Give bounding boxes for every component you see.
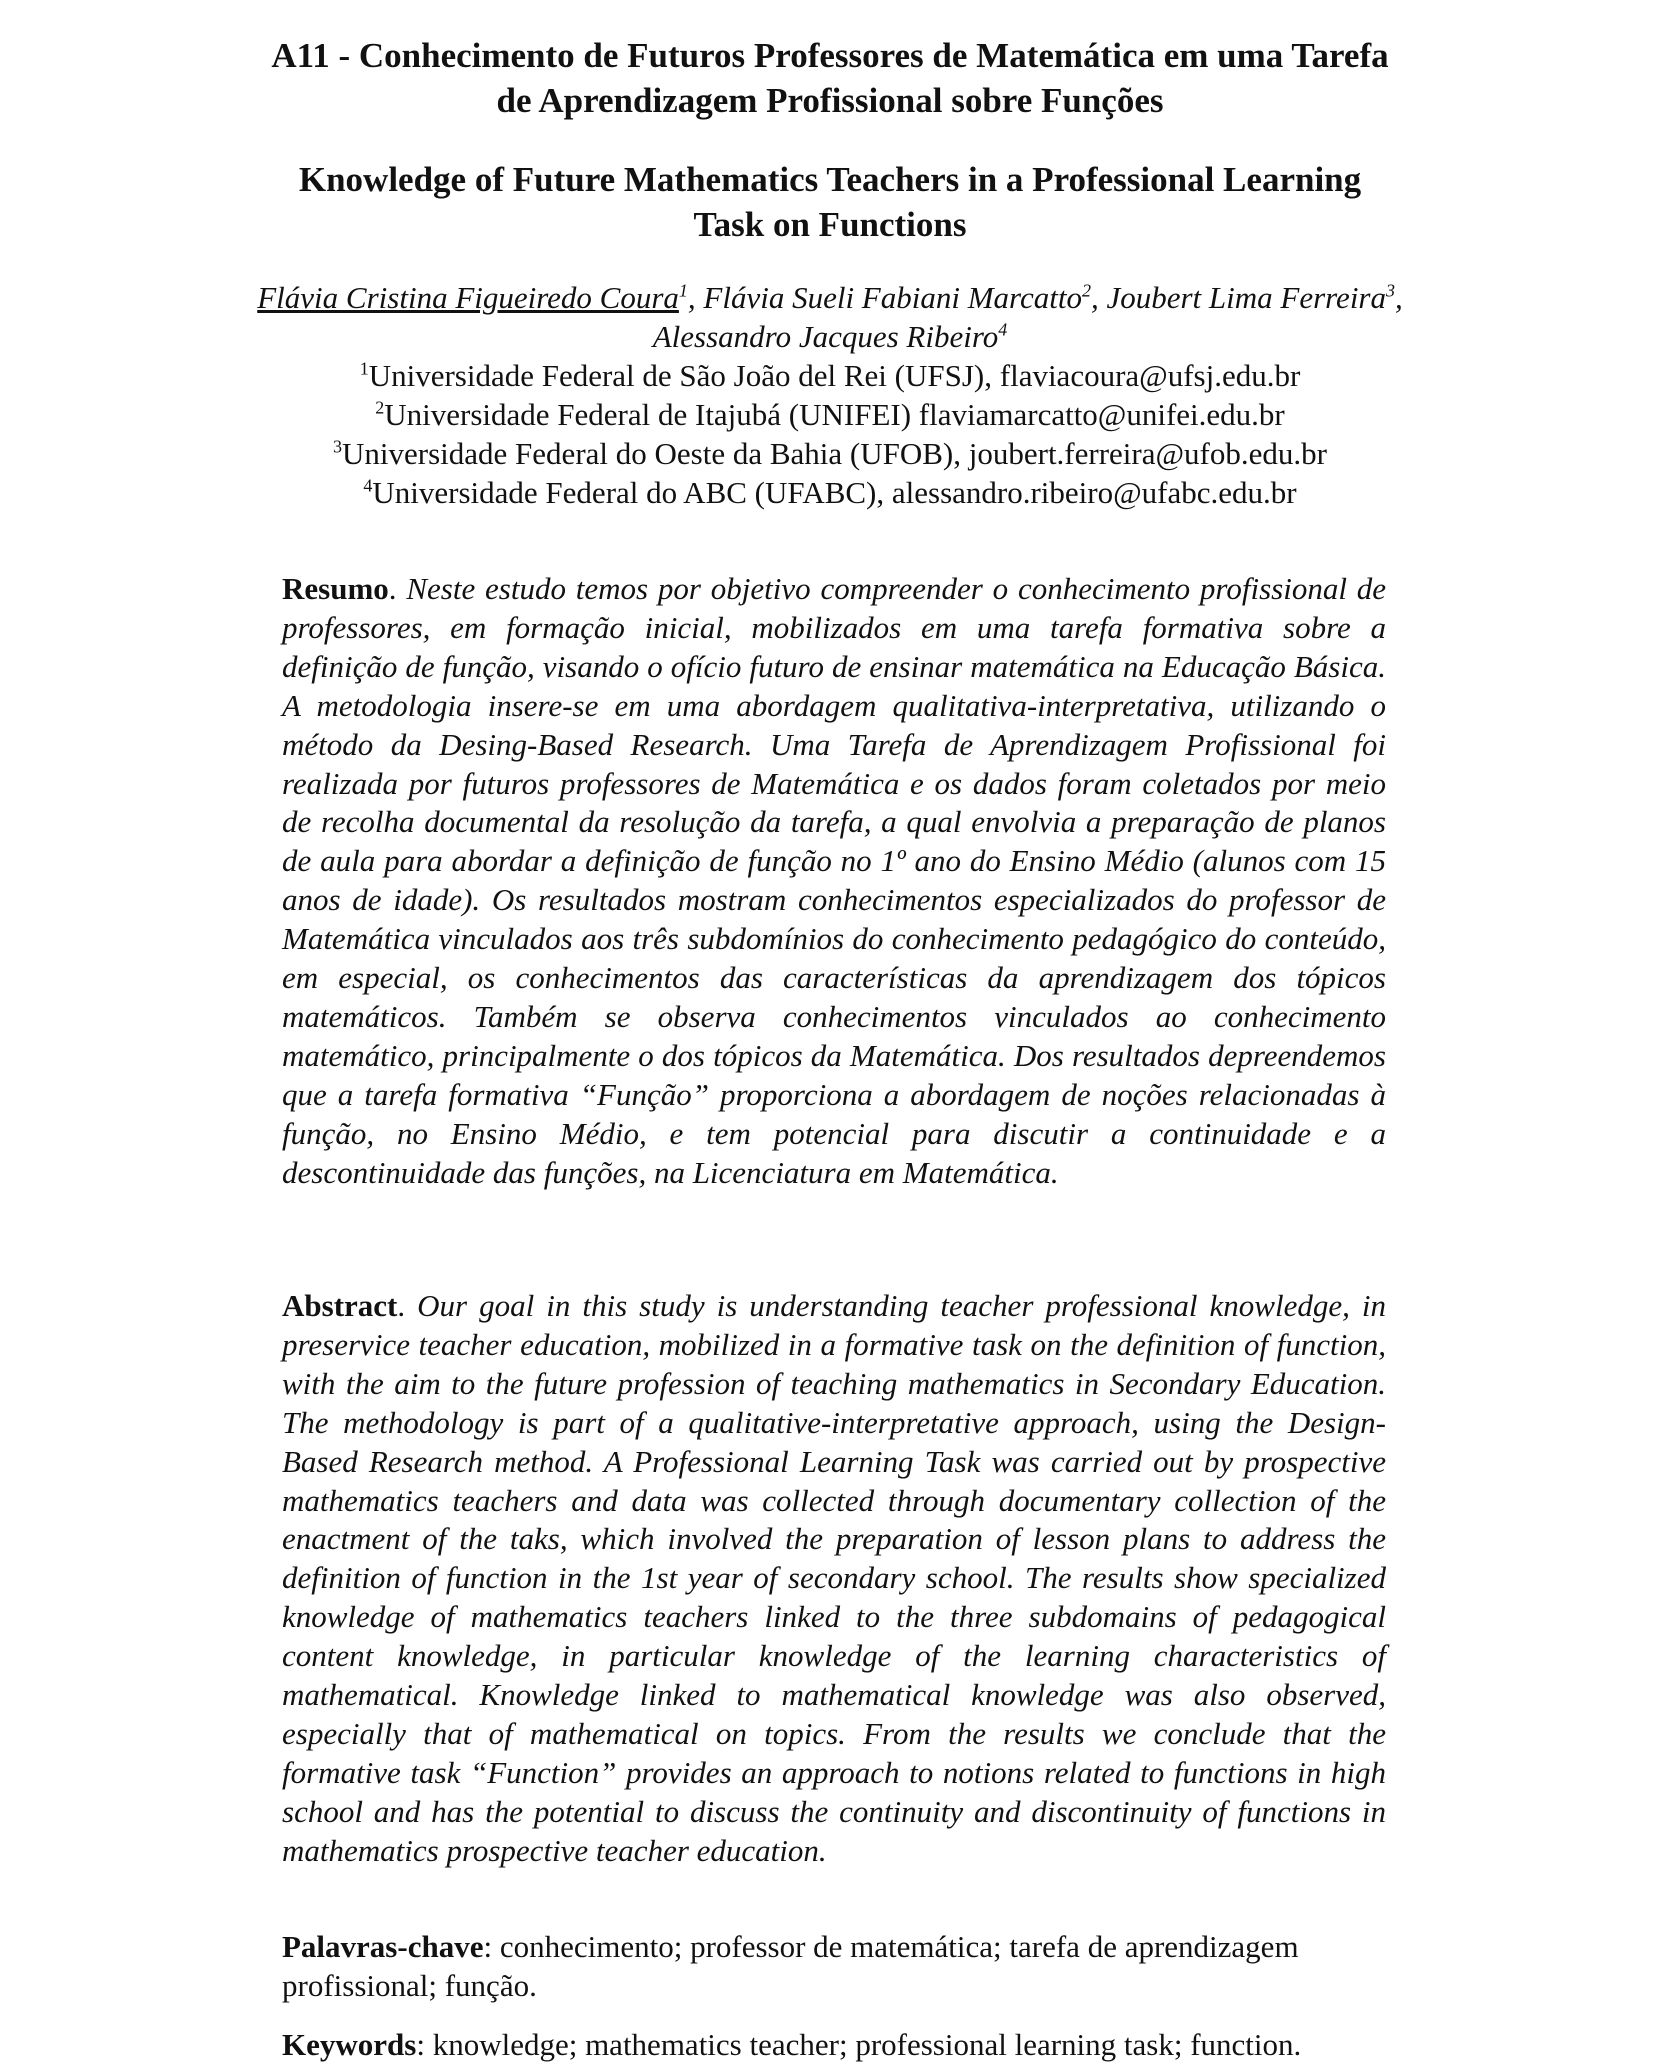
abstract-paragraph	[282, 1287, 1386, 1871]
affiliation-line	[130, 356, 1530, 395]
title-pt-line-1: A11 - Conhecimento de Futuros Professores de Matemática em uma Tarefa	[271, 36, 1389, 75]
title-en-line-1: Knowledge of Future Mathematics Teachers in a Professional Learning	[298, 160, 1362, 199]
author-affiliation-mark: 1	[678, 280, 688, 301]
resumo-punct: .	[388, 571, 407, 606]
title-portuguese	[180, 33, 1480, 123]
author-name: Alessandro Jacques Ribeiro	[652, 319, 999, 354]
affiliation-mark: 1	[359, 358, 369, 379]
author-separator: ,	[687, 280, 704, 315]
author-list	[130, 278, 1530, 356]
palavras-chave-text: : conhecimento; professor de matemática; tarefa de aprendizagem profissional; função.	[282, 1929, 1299, 2003]
title-pt-line-2: de Aprendizagem Profissional sobre Funções	[496, 81, 1164, 120]
affiliation-mark: 3	[333, 436, 343, 457]
affiliation-list	[130, 356, 1530, 512]
keywords-label: Keywords	[282, 2027, 417, 2062]
affiliation-text: Universidade Federal de Itajubá (UNIFEI) flaviamarcatto@unifei.edu.br	[384, 397, 1285, 432]
abstract-text: Our goal in this study is understanding teacher professional knowledge, in preservice teacher education, mobilized in a formative task on the definition of function, with the aim to the future profession of teaching mathematics in Secondary Education. The methodology is part of a qualitative-interpretative approach, using the Design-Based Research method. A Professional Learning Task was carried out by prospective mathematics teachers and data was collected through documentary collection of the enactment of the taks, which involved the preparation of lesson plans to address the definition of function in the 1st year of secondary school. The results show specialized knowledge of mathematics teachers linked to the three subdomains of pedagogical content knowledge, in particular knowledge of the learning characteristics of mathematical. Knowledge linked to mathematical knowledge was also observed, especially that of mathematical on topics. From the results we conclude that the formative task “Function” provides an approach to notions related to functions in high school and has the potential to discuss the continuity and discontinuity of functions in mathematics prospective teacher education.	[282, 1288, 1386, 1868]
abstract-label: Abstract	[282, 1288, 398, 1323]
keywords-paragraph	[282, 2025, 1386, 2064]
resumo-text: Neste estudo temos por objetivo compreender o conhecimento profissional de professores, em formação inicial, mobilizados em uma tarefa formativa sobre a definição de função, visando o ofício futuro de ensinar matemática na Educação Básica. A metodologia insere-se em uma abordagem qualitativa-interpretativa, utilizando o método da Desing-Based Research. Uma Tarefa de Aprendizagem Profissional foi realizada por futuros professores de Matemática e os dados foram coletados por meio de recolha documental da resolução da tarefa, a qual envolvia a preparação de planos de aula para abordar a definição de função no 1º ano do Ensino Médio (alunos com 15 anos de idade). Os resultados mostram conhecimentos especializados do professor de Matemática vinculados aos três subdomínios do conhecimento pedagógico do conteúdo, em especial, os conhecimentos das características da aprendizagem dos tópicos matemáticos. Também se observa conhecimentos vinculados ao conhecimento matemático, principalmente o dos tópicos da Matemática. Dos resultados depreendemos que a tarefa formativa “Função” proporciona a abordagem de noções relacionadas à função, no Ensino Médio, e tem potencial para discutir a continuidade e a descontinuidade das funções, na Licenciatura em Matemática.	[282, 571, 1386, 1190]
author-affiliation-mark: 4	[998, 319, 1008, 340]
resumo-paragraph	[282, 570, 1386, 1193]
author-affiliation-mark: 3	[1386, 280, 1395, 301]
author-affiliation-mark: 2	[1081, 280, 1091, 301]
palavras-chave-paragraph	[282, 1927, 1386, 2005]
affiliation-line	[130, 473, 1530, 512]
affiliation-mark: 4	[363, 475, 373, 496]
affiliation-line	[130, 434, 1530, 473]
affiliation-text: Universidade Federal do Oeste da Bahia (UFOB), joubert.ferreira@ufob.edu.br	[342, 436, 1327, 471]
resumo-label: Resumo	[282, 571, 389, 606]
title-en-line-2: Task on Functions	[693, 205, 967, 244]
abstract-punct: .	[397, 1288, 418, 1323]
author-separator: ,	[1395, 280, 1403, 315]
author-name: Joubert Lima Ferreira	[1106, 280, 1386, 315]
author-name: Flávia Cristina Figueiredo Coura	[257, 280, 679, 315]
affiliation-mark: 2	[375, 397, 385, 418]
palavras-chave-label: Palavras-chave	[282, 1929, 484, 1964]
affiliation-text: Universidade Federal de São João del Rei (UFSJ), flaviacoura@ufsj.edu.br	[368, 358, 1301, 393]
affiliation-text: Universidade Federal do ABC (UFABC), alessandro.ribeiro@ufabc.edu.br	[372, 475, 1297, 510]
affiliation-line	[130, 395, 1530, 434]
title-english	[180, 157, 1480, 247]
author-name: Flávia Sueli Fabiani Marcatto	[703, 280, 1082, 315]
keywords-text: : knowledge; mathematics teacher; professional learning task; function.	[416, 2027, 1302, 2062]
author-separator: ,	[1090, 280, 1107, 315]
